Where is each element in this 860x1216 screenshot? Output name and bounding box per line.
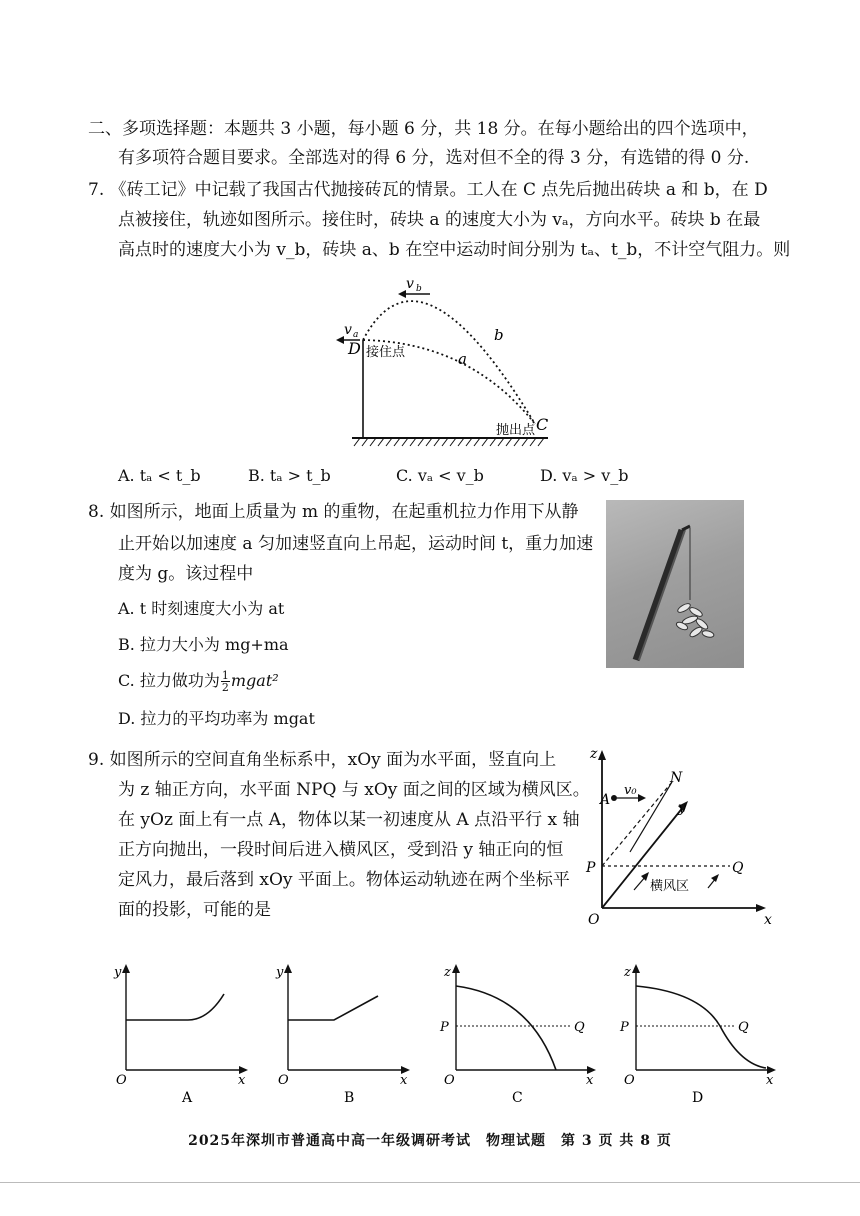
q9-graph-b <box>270 960 410 1110</box>
graph-d-q-label: Q <box>738 1020 749 1035</box>
va-arrowhead <box>336 336 344 344</box>
crane-load <box>675 602 714 639</box>
p-label: P <box>586 860 596 876</box>
z-label: z <box>590 746 598 762</box>
graph-c-origin-label: O <box>444 1073 455 1088</box>
graph-d-p-label: P <box>620 1020 629 1035</box>
graph-c-haxis-label: x <box>586 1073 594 1088</box>
fraction-numerator: 1 <box>221 669 229 682</box>
q9-graph-d <box>610 960 780 1110</box>
graph-d-origin-label: O <box>624 1073 635 1088</box>
q9-text-line6: 面的投影，可能的是 <box>118 900 271 920</box>
graph-c-p-label: P <box>440 1020 449 1035</box>
curve-a-label: a <box>458 350 467 368</box>
q9-text-line4: 正方向抛出，一段时间后进入横风区，受到沿 y 轴正向的恒 <box>118 840 564 860</box>
q7-option-a: A. tₐ < t_b <box>118 466 201 485</box>
x-label: x <box>764 912 772 928</box>
q8-option-a: A. t 时刻速度大小为 at <box>118 599 285 618</box>
graph-a-origin-label: O <box>116 1073 127 1088</box>
q8-option-c-expression: mgat² <box>230 671 279 690</box>
q8-option-b: B. 拉力大小为 mg+ma <box>118 635 289 654</box>
catch-point-label: 接住点 <box>366 345 406 360</box>
a-label: A <box>600 792 611 808</box>
graph-c-option-label: C <box>512 1090 523 1106</box>
trajectory-b <box>363 301 535 424</box>
q9-text-line2: 为 z 轴正方向，水平面 NPQ 与 xOy 面之间的区域为横风区。 <box>118 780 590 800</box>
vb-subscript: b <box>416 284 422 294</box>
graph-a-vaxis-label: y <box>114 965 122 980</box>
vb-label: v <box>406 276 414 292</box>
q7-trajectory-figure <box>330 272 570 450</box>
throw-point-label: 抛出点 <box>496 423 536 438</box>
va-subscript: a <box>353 330 359 340</box>
q-label: Q <box>732 860 744 876</box>
point-a-dot <box>611 795 617 801</box>
q7-option-b: B. tₐ > t_b <box>248 466 331 485</box>
crosswind-zone-label: 横风区 <box>650 879 690 894</box>
fraction-denominator: 2 <box>221 681 229 694</box>
q9-text-line5: 定风力，最后落到 xOy 平面上。物体运动轨迹在两个坐标平 <box>118 870 570 890</box>
plane-edge-pn <box>602 782 672 866</box>
graph-b-curve <box>288 996 378 1020</box>
q7-text-line2: 点被接住，轨迹如图所示。接住时，砖块 a 的速度大小为 vₐ，方向水平。砖块 b 在最 <box>118 210 761 230</box>
graph-b-origin-label: O <box>278 1073 289 1088</box>
section-instructions-line2: 有多项符合题目要求。全部选对的得 6 分，选对但不全的得 3 分，有选错的得 0 分. <box>118 148 750 168</box>
ground-hatching <box>354 438 544 446</box>
y-label: y <box>678 800 686 816</box>
graph-c-vaxis-label: z <box>444 965 451 980</box>
q7-option-c: C. vₐ < v_b <box>396 466 484 485</box>
curve-b-label: b <box>494 326 504 344</box>
graph-b-haxis-label: x <box>400 1073 408 1088</box>
graph-a-curve <box>126 994 224 1020</box>
q8-option-c-prefix: C. 拉力做功为 <box>118 671 220 690</box>
q7-text-line1: 7. 《砖工记》中记载了我国古代抛接砖瓦的情景。工人在 C 点先后抛出砖块 a 和 b，在 D <box>88 180 768 200</box>
crane-boom <box>636 530 682 660</box>
point-c-label: C <box>536 415 549 434</box>
point-d-label: D <box>348 339 361 358</box>
graph-c-curve <box>456 986 556 1070</box>
q7-text-line3: 高点时的速度大小为 v_b，砖块 a、b 在空中运动时间分别为 tₐ、t_b，不计空气阻力。则 <box>118 240 791 260</box>
q9-coordinate-figure <box>580 742 780 932</box>
q7-option-d: D. vₐ > v_b <box>540 466 629 485</box>
crane-illustration <box>606 500 744 668</box>
q8-text-line3: 度为 g。该过程中 <box>118 564 254 584</box>
graph-a-haxis-label: x <box>238 1073 246 1088</box>
graph-d-vaxis-label: z <box>624 965 631 980</box>
v0-label: v₀ <box>624 783 637 798</box>
n-label: N <box>670 770 683 786</box>
bottom-divider <box>0 1182 860 1183</box>
vb-arrowhead <box>398 290 406 298</box>
section-instructions-line1: 二、多项选择题：本题共 3 小题，每小题 6 分，共 18 分。在每小题给出的四个选项中， <box>88 119 759 139</box>
q9-text-line1: 9. 如图所示的空间直角坐标系中，xOy 面为水平面，竖直向上 <box>88 750 557 770</box>
page-footer: 2025年深圳市普通高中高一年级调研考试 物理试题 第 3 页 共 8 页 <box>188 1133 672 1149</box>
graph-d-option-label: D <box>692 1090 704 1106</box>
origin-label: O <box>588 912 600 928</box>
crane-photo <box>606 500 744 668</box>
graph-c-q-label: Q <box>574 1020 585 1035</box>
va-label: v <box>344 322 352 338</box>
q9-graph-a <box>108 960 248 1110</box>
graph-b-vaxis-label: y <box>276 965 284 980</box>
graph-b-option-label: B <box>344 1090 355 1106</box>
graph-a-option-label: A <box>182 1090 193 1106</box>
q9-graph-c <box>430 960 600 1110</box>
q8-text-line1: 8. 如图所示，地面上质量为 m 的重物，在起重机拉力作用下从静 <box>88 502 579 522</box>
q8-option-d: D. 拉力的平均功率为 mgat <box>118 709 315 728</box>
q9-text-line3: 在 yOz 面上有一点 A，物体以某一初速度从 A 点沿平行 x 轴 <box>118 810 580 830</box>
graph-d-haxis-label: x <box>766 1073 774 1088</box>
q8-text-line2: 止开始以加速度 a 匀加速竖直向上吊起，运动时间 t，重力加速 <box>118 534 594 554</box>
half-fraction <box>221 670 230 693</box>
q8-option-c <box>118 670 279 693</box>
